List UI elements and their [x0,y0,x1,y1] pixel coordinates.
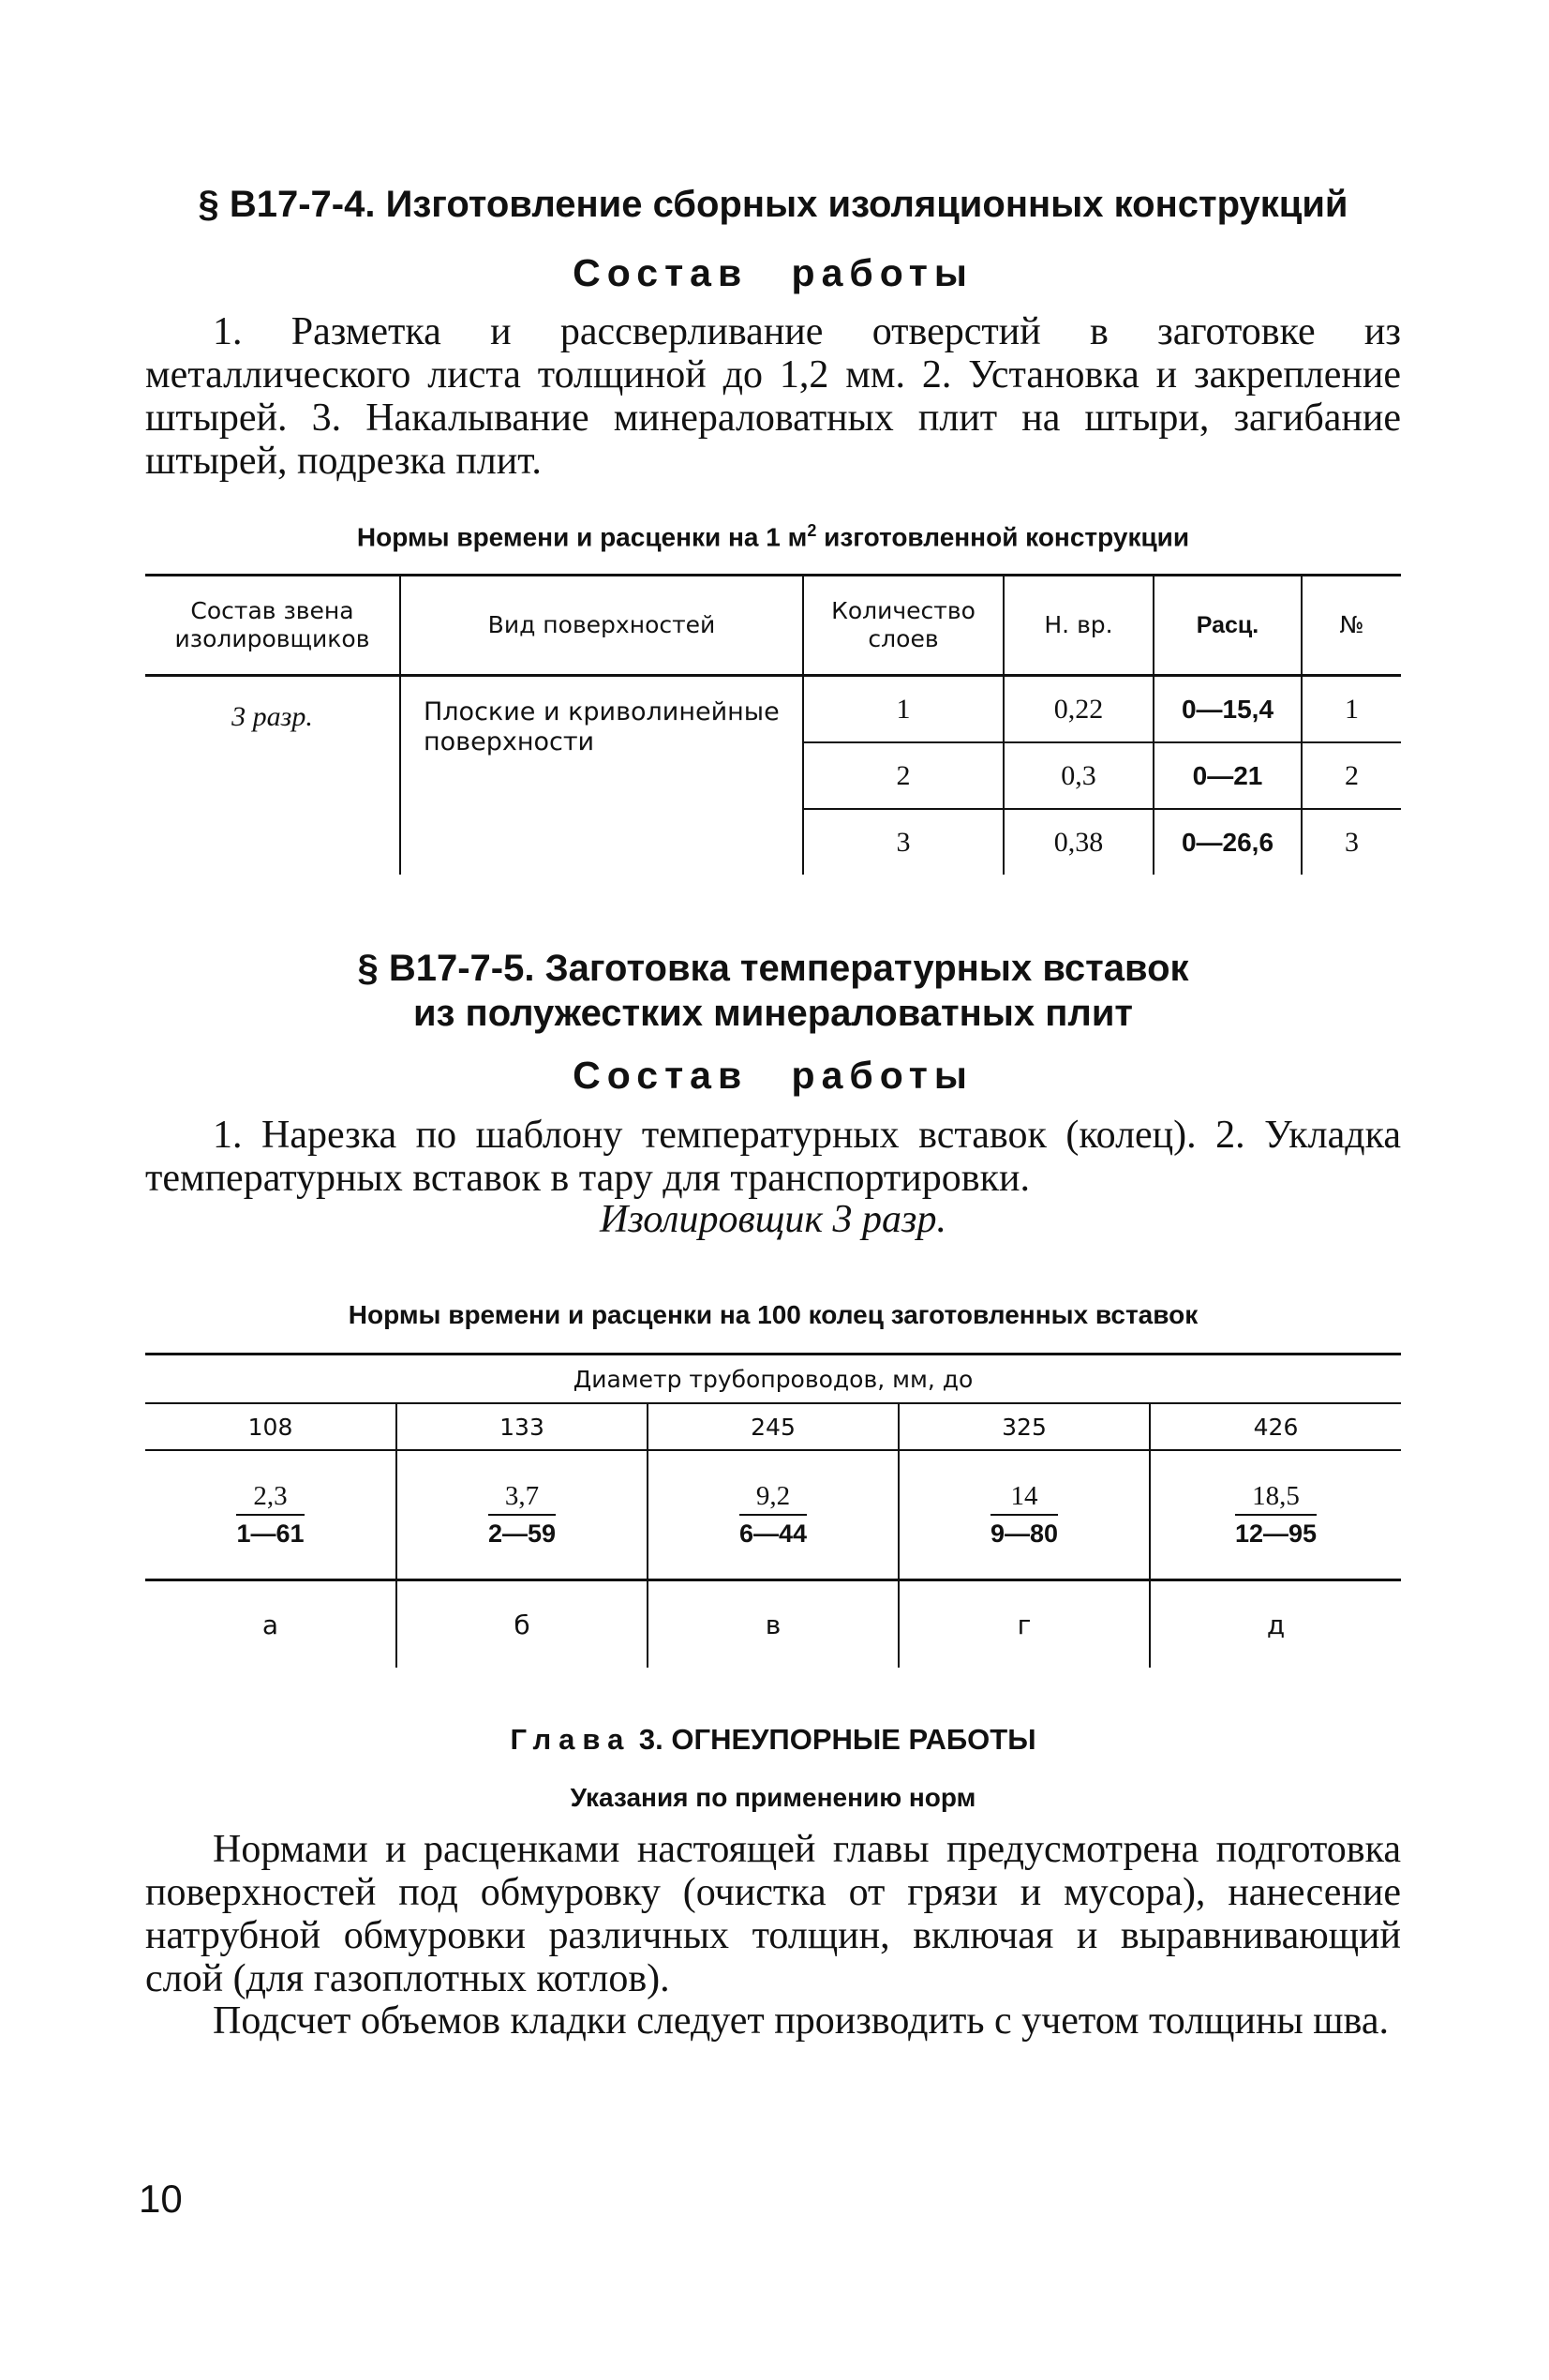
norm-rate-cell [145,1450,396,1580]
chapter-title: Глава 3. ОГНЕУПОРНЫЕ РАБОТЫ [510,1723,1036,1756]
diameter-header: Диаметр трубопроводов, мм, до [145,1355,1401,1404]
work-composition-text: 1. Разметка и рассверливание отверстий в заготовке из металлического листа толщиной до 1,2 мм. 2. Установка и закрепление штырей. 3. Накалывание минераловатных плит на штыри, загибание штырей, подрезка плит. [145,310,1401,483]
table-row [145,1450,1401,1580]
norm-cell: 0,3 [1004,742,1154,809]
column-letter: а [261,1609,279,1640]
work-composition-heading: Состав работы [573,1054,974,1097]
diameter-cell: 245 [648,1403,899,1450]
norms-table-1 [145,574,1401,875]
norm-value: 18,5 [1235,1481,1317,1516]
worker-grade: Изолировщик 3 разр. [600,1198,946,1241]
header-layers: Количество слоев [803,576,1004,676]
number-cell: 2 [1302,742,1401,809]
rate-value: 12—95 [1234,1519,1318,1548]
column-letter: в [648,1580,899,1669]
norm-value: 14 [990,1481,1058,1516]
diameter-cell: 133 [396,1403,648,1450]
section-title: § В17-7-5. Заготовка температурных вставок [357,948,1189,989]
chapter-subheading: Указания по применению норм [570,1783,976,1812]
norm-cell: 0,22 [1004,676,1154,743]
norm-rate-cell [899,1450,1150,1580]
norm-rate-cell [1150,1450,1401,1580]
rate-cell: 0—15,4 [1154,676,1302,743]
number-cell: 3 [1302,809,1401,875]
column-letter: б [396,1580,648,1669]
chapter-paragraph: Подсчет объемов кладки следует производить с учетом толщины шва. [213,1999,1389,2043]
norm-cell: 0,38 [1004,809,1154,875]
layers-cell: 1 [803,676,1004,743]
table-caption: Нормы времени и расценки на 100 колец заготовленных вставок [348,1300,1199,1329]
chapter-paragraph: Нормами и расценками настоящей главы предусмотрена подготовка поверхностей под обмуровку (очистка от грязи и мусора), нанесение натрубной обмуровки различных толщин, включая и выравнивающий слой (для газоплотных котлов). [145,1828,1401,2000]
header-number: № [1302,576,1401,676]
table-row [145,676,1401,743]
rate-cell: 0—21 [1154,742,1302,809]
work-composition-text: 1. Нарезка по шаблону температурных вставок (колец). 2. Укладка температурных вставок в тару для транспортировки. [145,1114,1401,1200]
norm-value: 2,3 [236,1481,304,1516]
header-norm: Н. вр. [1004,576,1154,676]
header-zveno: Состав звена изолировщиков [145,576,400,676]
rate-value: 9—80 [990,1519,1059,1548]
work-composition-heading: Состав работы [573,251,974,294]
column-letter: г [899,1580,1150,1669]
layers-cell: 3 [803,809,1004,875]
norm-value: 9,2 [739,1481,807,1516]
zveno-cell: 3 разр. [145,676,400,876]
norm-rate-cell [396,1450,648,1580]
table-caption: Нормы времени и расценки на 1 $м^2$ изготовленной конструкции [356,521,1190,552]
diameter-cell: 325 [899,1403,1150,1450]
rate-value: 6—44 [738,1519,808,1548]
surface-cell: Плоские и криволинейные поверхности [400,676,803,876]
norm-rate-cell [648,1450,899,1580]
layers-cell: 2 [803,742,1004,809]
diameter-cell: 108 [145,1403,396,1450]
page-number: 10 [139,2177,183,2221]
norms-table-2 [145,1353,1401,1668]
diameter-cell: 426 [1150,1403,1401,1450]
norm-value: 3,7 [488,1481,556,1516]
section-title: § В17-7-4. Изготовление сборных изоляционных конструкций [198,184,1348,225]
header-rate: Расц. [1154,576,1302,676]
header-surface: Вид поверхностей [400,576,803,676]
rate-value: 2—59 [487,1519,557,1548]
rate-value: 1—61 [236,1519,305,1548]
number-cell: 1 [1302,676,1401,743]
rate-cell: 0—26,6 [1154,809,1302,875]
section-title-line2: из полужестких минераловатных плит [412,993,1134,1034]
column-letter: д [1150,1580,1401,1669]
